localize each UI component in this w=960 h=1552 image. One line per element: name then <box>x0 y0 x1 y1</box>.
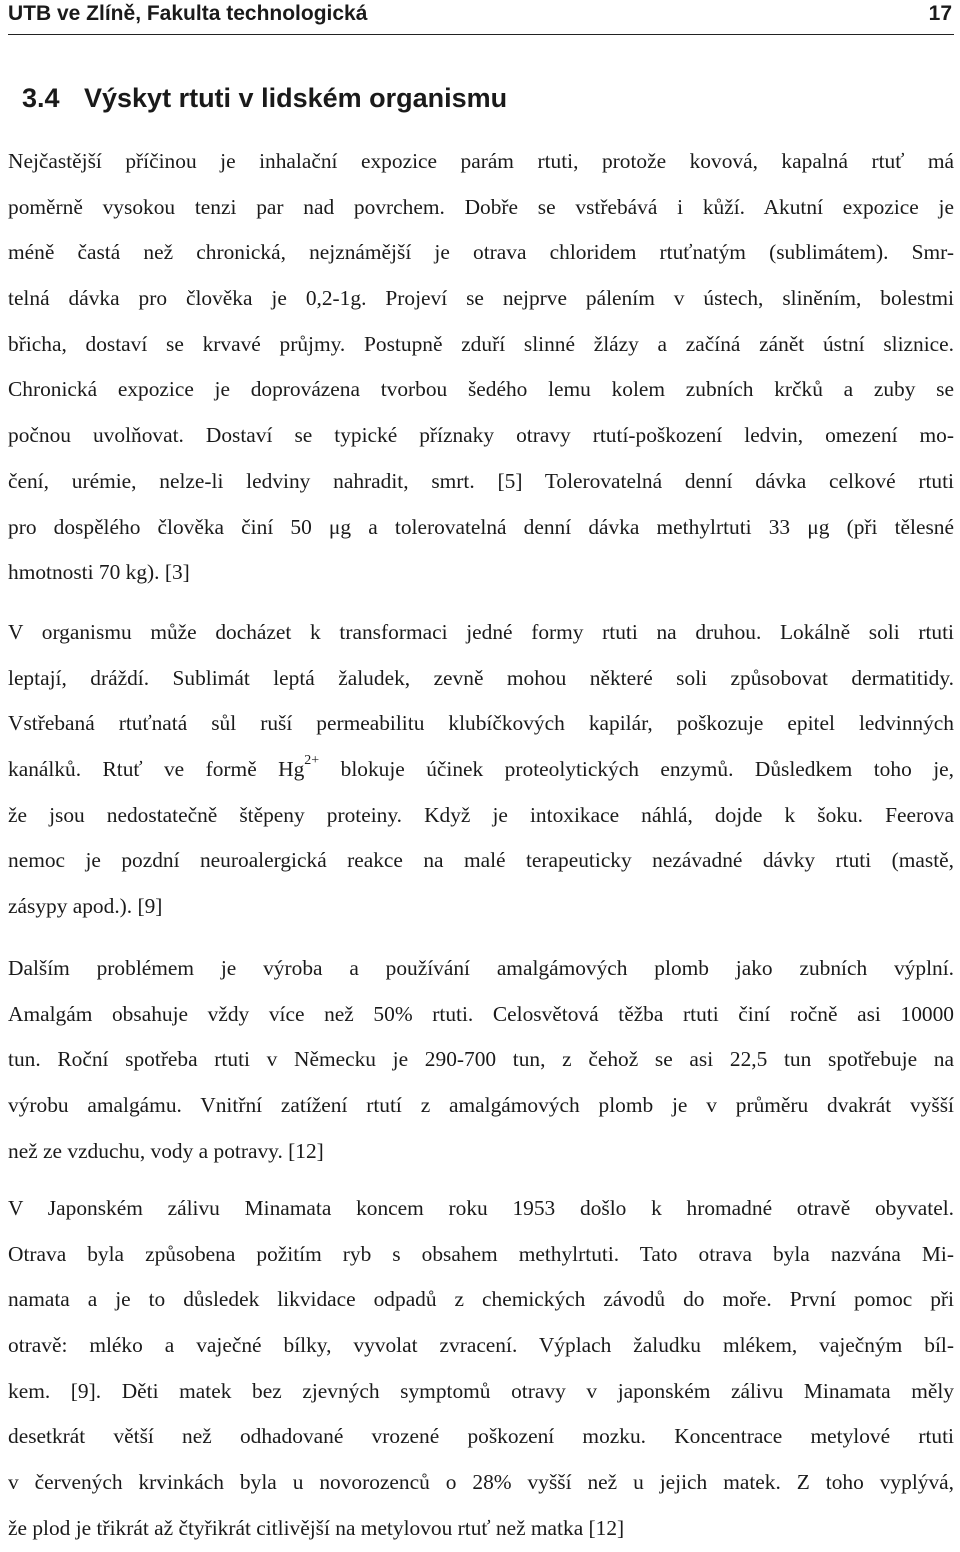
section-heading <box>22 80 507 116</box>
hg-superscript: 2+ <box>304 752 320 768</box>
paragraph-1 <box>8 139 954 596</box>
paragraph-line: počnou uvolňovat. Dostaví se typické příznaky otravy rtutí-poškození ledvin, omezení mo- <box>8 423 954 448</box>
paragraph-line: Dalším problémem je výroba a používání amalgámových plomb jako zubních výplní. <box>8 956 954 980</box>
paragraph-line: že jsou nedostatečně štěpeny proteiny. Když je intoxikace náhlá, dojde k šoku. Feerova <box>8 802 954 827</box>
section-number: 3.4 <box>22 83 60 113</box>
paragraph-line: telná dávka pro člověka je 0,2-1g. Projeví se nejprve pálením v ústech, sliněním, bolestmi <box>8 286 954 311</box>
paragraph-line: poměrně vysokou tenzi par nad povrchem. Dobře se vstřebává i kůží. Akutní expozice je <box>8 194 954 219</box>
paragraph-line: pro dospělého člověka činí 50 μg a tolerovatelná denní dávka methylrtuti 33 μg (při tělesné <box>8 514 954 539</box>
paragraph-line: leptají, dráždí. Sublimát leptá žaludek, zevně mohou některé soli způsobovat dermatitidy. <box>8 665 954 690</box>
paragraph-line: že plod je třikrát až čtyřikrát citlivější na metylovou rtuť než matka [12] <box>8 1515 625 1540</box>
paragraph-line: otravě: mléko a vaječné bílky, vyvolat zvracení. Výplach žaludku mlékem, vaječným bíl- <box>8 1333 954 1358</box>
paragraph-line: Chronická expozice je doprovázena tvorbou šedého lemu kolem zubních krčků a zuby se <box>8 377 954 402</box>
running-header <box>8 0 954 30</box>
hg-line-tail: blokuje účinek proteolytických enzymů. Důsledkem toho je, <box>319 757 954 782</box>
paragraph-line: výrobu amalgámu. Vnitřní zatížení rtutí z amalgámových plomb je v průměru dvakrát vyšší <box>8 1093 954 1118</box>
paragraph-line: v červených krvinkách byla u novorozenců o 28% vyšší než u jejich matek. Z toho vyplývá, <box>8 1470 954 1495</box>
paragraph-line-hg <box>8 747 954 793</box>
paragraph-line: než ze vzduchu, vody a potravy. [12] <box>8 1138 324 1163</box>
paragraph-line: V organismu může docházet k transformaci jedné formy rtuti na druhou. Lokálně soli rtuti <box>8 620 954 644</box>
hg-line-head: kanálků. Rtuť ve formě Hg <box>8 757 305 782</box>
paragraph-line: hmotnosti 70 kg). [3] <box>8 560 190 585</box>
paragraph-line: zásypy apod.). [9] <box>8 894 163 919</box>
paragraph-line: desetkrát větší než odhadované vrozené poškození mozku. Koncentrace metylové rtuti <box>8 1424 954 1449</box>
paragraph-line: Otrava byla způsobena požitím ryb s obsahem methylrtuti. Tato otrava byla nazvána Mi- <box>8 1241 954 1266</box>
paragraph-line: nemoc je pozdní neuroalergická reakce na malé terapeuticky nezávadné dávky rtuti (mastě, <box>8 848 954 873</box>
header-rule <box>8 34 954 35</box>
paragraph-line: méně častá než chronická, nejznámější je otrava chloridem rtuťnatým (sublimátem). Smr- <box>8 240 954 265</box>
paragraph-line: V Japonském zálivu Minamata koncem roku 1953 došlo k hromadné otravě obyvatel. <box>8 1196 954 1220</box>
paragraph-2 <box>8 610 954 930</box>
page-number: 17 <box>928 2 952 25</box>
paragraph-line: Nejčastější příčinou je inhalační expozice parám rtuti, protože kovová, kapalná rtuť má <box>8 149 954 173</box>
paragraph-line: Amalgám obsahuje vždy více než 50% rtuti. Celosvětová těžba rtuti činí ročně asi 10000 <box>8 1001 954 1026</box>
paragraph-line: čení, urémie, nelze-li ledviny nahradit, smrt. [5] Tolerovatelná denní dávka celkové rtuti <box>8 468 954 493</box>
paragraph-line: Vstřebaná rtuťnatá sůl ruší permeabilitu klubíčkových kapilár, poškozuje epitel ledvinných <box>8 711 954 736</box>
paragraph-line: tun. Roční spotřeba rtuti v Německu je 290-700 tun, z čehož se asi 22,5 tun spotřebuje na <box>8 1047 954 1072</box>
paragraph-line: břicha, dostaví se krvavé průjmy. Postupně zduří slinné žlázy a začíná zánět ústní sliznice. <box>8 331 954 356</box>
paragraph-line: namata a je to důsledek likvidace odpadů z chemických závodů do moře. První pomoc při <box>8 1287 954 1312</box>
paragraph-line: kem. [9]. Děti matek bez zjevných symptomů otravy v japonském zálivu Minamata měly <box>8 1378 954 1403</box>
header-institution: UTB ve Zlíně, Fakulta technologická <box>8 2 368 25</box>
paragraph-4 <box>8 1186 954 1552</box>
paragraph-3 <box>8 946 954 1174</box>
section-title: Výskyt rtuti v lidském organismu <box>84 83 508 113</box>
